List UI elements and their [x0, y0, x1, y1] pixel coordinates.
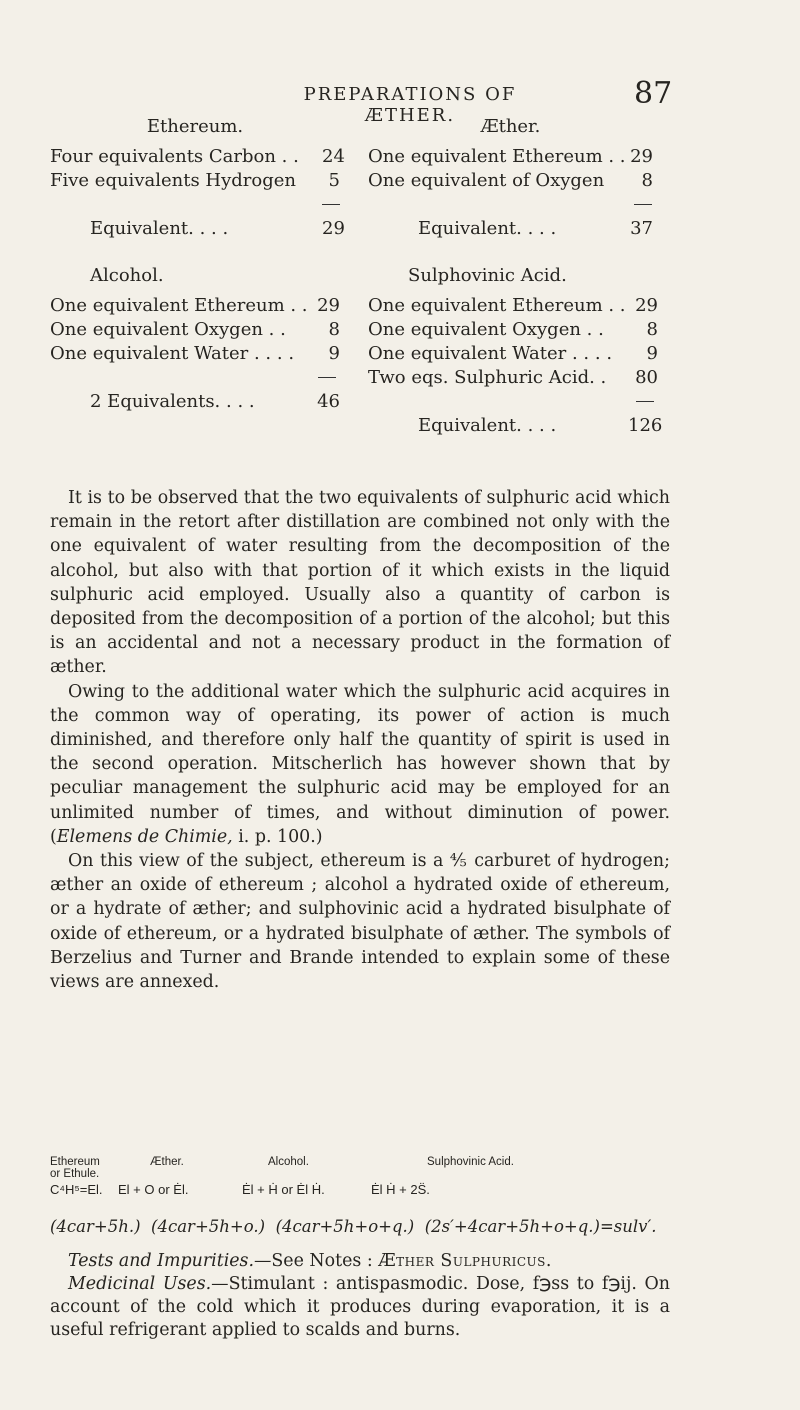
formula-ethereum: C⁴H⁵=El. [50, 1182, 103, 1197]
table-row [368, 294, 668, 318]
symbol-header-sulphovinic: Sulphovinic Acid. [427, 1156, 514, 1168]
running-head: PREPARATIONS OF ÆTHER. [303, 84, 517, 126]
total-value: 29 [322, 218, 345, 239]
row-value: 29 [635, 295, 658, 316]
symbol-header-aether: Æther. [150, 1156, 184, 1168]
row-value: 29 [630, 146, 653, 167]
row-label: One equivalent Ethereum . . [368, 146, 626, 167]
total-row [368, 414, 668, 438]
row-label: Five equivalents Hydrogen [50, 170, 297, 191]
table-row [368, 169, 653, 193]
ethereum-table [50, 116, 345, 241]
cross-reference: Æther Sulphuricus. [378, 1251, 552, 1271]
formula-turner: (4car+5h+o+q.) [275, 1217, 415, 1236]
formula-turner: (4car+5h+o.) [151, 1217, 266, 1236]
row-value: 9 [646, 343, 658, 364]
row-label: Two eqs. Sulphuric Acid. . [368, 367, 607, 388]
row-value: 8 [328, 319, 340, 340]
table-row [50, 169, 340, 193]
sum-rule [50, 193, 340, 217]
row-value: 5 [328, 170, 340, 191]
total-row [50, 217, 345, 241]
formula-aether: El + O or Ėl. [118, 1182, 189, 1197]
table-row [368, 342, 668, 366]
total-value: 126 [628, 415, 663, 436]
row-label: One equivalent Ethereum . . [368, 295, 626, 316]
alcohol-table [50, 265, 340, 414]
tail-text [50, 1250, 670, 1342]
table-row [368, 318, 668, 342]
row-value: 24 [322, 146, 345, 167]
sum-rule [368, 390, 668, 414]
sum-rule [50, 366, 340, 390]
paragraph: It is to be observed that the two equivalents of sulphuric acid which remain in the retort after distillation are combined not only with the one equivalent of water resulting from the decomposition of the alcohol, but also with that portion of it which exists in the liquid sulphuric acid employed. Usually also a quantity of carbon is deposited from the decomposition of a portion of the alcohol; but this is an accidental and not a necessary product in the formation of æther. [50, 488, 670, 678]
formula-turner: (4car+5h.) [50, 1217, 141, 1236]
row-value: 9 [328, 343, 340, 364]
table-row [50, 145, 345, 169]
total-row [50, 390, 340, 414]
total-value: 46 [317, 391, 340, 412]
row-label: One equivalent Oxygen . . [368, 319, 604, 340]
total-value: 37 [630, 218, 653, 239]
citation: Elemens de Chimie, [56, 826, 233, 847]
formula-alcohol: Ėl + Ḣ or Ėl Ḣ. [242, 1182, 325, 1197]
table-title: Alcohol. [90, 265, 164, 286]
row-label: One equivalent Oxygen . . [50, 319, 286, 340]
row-value: 8 [646, 319, 658, 340]
total-label: 2 Equivalents. . . . [90, 391, 255, 412]
tests-paragraph: Tests and Impurities.—See Notes : Æther Sulphuricus. [68, 1251, 552, 1271]
paragraph: Owing to the additional water which the sulphuric acid acquires in the common way of operating, its power of action is much diminished, and therefore only half the quantity of spirit is used in the second operation. Mitscherlich has however shown that by peculiar management the sulphuric acid may be employed for an unlimited number of times, and without diminution of power. (Elemens de Chimie, i. p. 100.) [50, 681, 670, 847]
row-value: 80 [635, 367, 658, 388]
row-value: 8 [641, 170, 653, 191]
table-title: Æther. [480, 116, 541, 137]
paragraph: On this view of the subject, ethereum is a ⅘ carburet of hydrogen; æther an oxide of ethereum ; alcohol a hydrated oxide of ethereum, or a hydrate of æther; and sulphovinic acid a hydrated bisulphate of oxide of ethereum, or a hydrated bisulphate of æther. The symbols of Berzelius and Turner and Brande intended to explain some of these views are annexed. [50, 851, 670, 993]
table-row [50, 342, 340, 366]
symbol-header-alcohol: Alcohol. [268, 1156, 309, 1168]
body-text [50, 486, 670, 994]
table-row [368, 366, 668, 390]
row-label: One equivalent Water . . . . [368, 343, 613, 364]
table-row [50, 318, 340, 342]
row-label: One equivalent Ethereum . . [50, 295, 308, 316]
row-label: One equivalent Water . . . . [50, 343, 295, 364]
aether-table [368, 116, 653, 241]
symbol-header-ethereum: Ethereum or Ethule. [50, 1156, 100, 1180]
formula-turner: (2s′+4car+5h+o+q.)=sulv′. [424, 1217, 657, 1236]
tests-label: Tests and Impurities. [68, 1251, 254, 1271]
total-label: Equivalent. . . . [90, 218, 229, 239]
table-title: Sulphovinic Acid. [408, 265, 567, 286]
total-row [368, 217, 653, 241]
total-label: Equivalent. . . . [418, 415, 557, 436]
turner-brande-formulas [50, 1217, 656, 1236]
sum-rule [368, 193, 653, 217]
uses-label: Medicinal Uses. [68, 1274, 212, 1294]
table-row [368, 145, 653, 169]
row-label: One equivalent of Oxygen [368, 170, 605, 191]
total-label: Equivalent. . . . [418, 218, 557, 239]
row-label: Four equivalents Carbon . . [50, 146, 299, 167]
table-title: Ethereum. [146, 116, 244, 137]
table-row [50, 294, 340, 318]
row-value: 29 [317, 295, 340, 316]
uses-paragraph: Medicinal Uses.—Stimulant : antispasmodic. Dose, f℈ss to f℈ij. On account of the cold which it produces during evaporation, it is a useful refrigerant applied to scalds and burns. [50, 1274, 670, 1340]
formula-sulphovinic: Ėl Ḣ + 2S̈. [371, 1182, 430, 1197]
sulphovinic-table [368, 265, 668, 438]
page-number: 87 [634, 76, 673, 111]
